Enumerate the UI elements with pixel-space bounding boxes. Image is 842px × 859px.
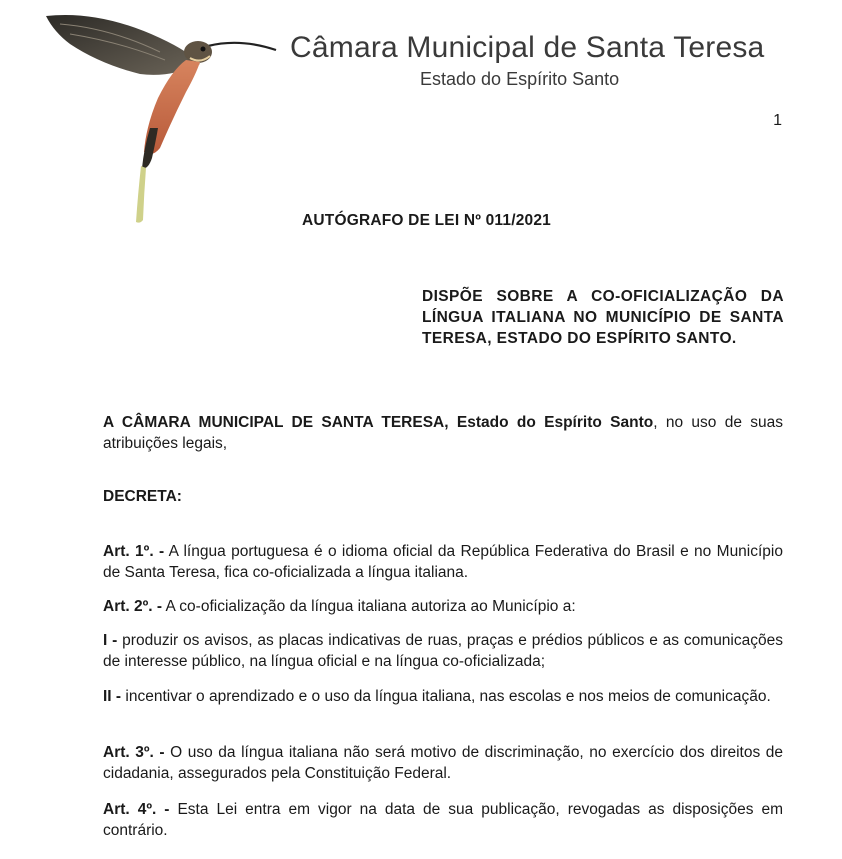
item-text: incentivar o aprendizado e o uso da língua italiana, nas escolas e nos meios de comunicação.: [121, 688, 771, 705]
article-1: [103, 541, 783, 583]
preamble-paragraph: [103, 412, 783, 454]
article-label: Art. 4º. -: [103, 801, 170, 818]
article-text: A co-oficialização da língua italiana autoriza ao Município a:: [162, 598, 576, 615]
hummingbird-logo: [40, 8, 280, 228]
item-label: I -: [103, 632, 118, 649]
article-text: O uso da língua italiana não será motivo de discriminação, no exercício dos direitos de cidadania, assegurados pela Constituição Federal.: [103, 744, 783, 782]
organization-name: Câmara Municipal de Santa Teresa: [290, 31, 765, 64]
organization-header: [290, 30, 790, 92]
item-label: II -: [103, 688, 122, 705]
organization-state: Estado do Espírito Santo: [420, 69, 620, 89]
page-number: 1: [773, 112, 782, 129]
preamble-bold: A CÂMARA MUNICIPAL DE SANTA TERESA, Estado do Espírito Santo: [103, 414, 654, 431]
article-3: [103, 742, 783, 784]
item-i: [103, 630, 783, 672]
article-text: Esta Lei entra em vigor na data de sua publicação, revogadas as disposições em contrário.: [103, 801, 783, 839]
document-ementa: DISPÕE SOBRE A CO-OFICIALIZAÇÃO DA LÍNGUA ITALIANA NO MUNICÍPIO DE SANTA TERESA, ESTADO DO ESPÍRITO SANTO.: [422, 288, 784, 347]
article-2: [103, 596, 783, 617]
article-label: Art. 2º. -: [103, 598, 163, 615]
decreta-heading: DECRETA:: [103, 488, 182, 505]
item-text: produzir os avisos, as placas indicativas de ruas, praças e prédios públicos e as comunicações de interesse público, na língua oficial e na língua co-oficializada;: [103, 632, 783, 670]
article-label: Art. 3º. -: [103, 744, 165, 761]
document-title: AUTÓGRAFO DE LEI Nº 011/2021: [302, 212, 551, 229]
article-text: A língua portuguesa é o idioma oficial da República Federativa do Brasil e no Município de Santa Teresa, fica co-oficializada a língua italiana.: [103, 543, 783, 581]
hummingbird-icon: [40, 8, 280, 228]
preamble-text: , no uso de suas atribuições legais,: [103, 414, 783, 452]
article-4: [103, 799, 783, 841]
item-ii: [103, 686, 783, 707]
article-label: Art. 1º. -: [103, 543, 165, 560]
